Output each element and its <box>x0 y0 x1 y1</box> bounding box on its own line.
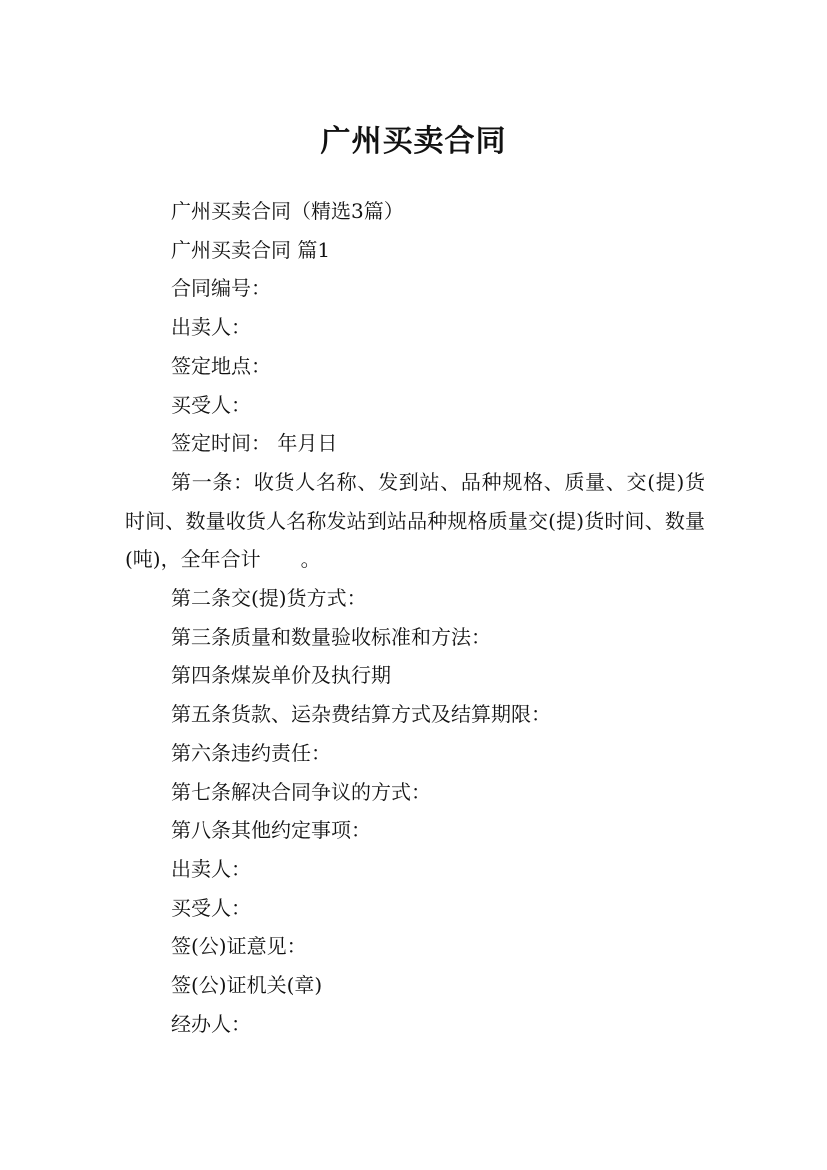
paragraph-article-1: 第一条：收货人名称、发到站、品种规格、质量、交(提)货时间、数量收货人名称发站到站品种规格质量交(提)货时间、数量(吨)，全年合计 。 <box>125 469 705 572</box>
paragraph-article-7: 第七条解决合同争议的方式： <box>171 779 431 804</box>
document-body <box>125 192 705 1043</box>
paragraph-article-5: 第五条货款、运杂费结算方式及结算期限： <box>171 702 551 727</box>
paragraph-buyer: 买受人： <box>171 392 251 417</box>
paragraph-buyer-signature: 买受人： <box>171 895 251 920</box>
paragraph-signing-date: 签定时间： 年月日 <box>171 431 338 456</box>
paragraph-notary-opinion: 签(公)证意见： <box>171 934 307 959</box>
paragraph-notary-office-seal: 签(公)证机关(章) <box>171 973 323 998</box>
paragraph-article-8: 第八条其他约定事项： <box>171 818 371 843</box>
paragraph-article-3: 第三条质量和数量验收标准和方法： <box>171 624 491 649</box>
paragraph-signing-place: 签定地点： <box>171 353 271 378</box>
document-title: 广州买卖合同 <box>320 124 507 160</box>
paragraph-article-4: 第四条煤炭单价及执行期 <box>171 663 391 688</box>
paragraph-handler: 经办人： <box>171 1011 251 1036</box>
paragraph-subtitle: 广州买卖合同（精选3篇） <box>171 199 404 223</box>
paragraph-seller: 出卖人： <box>171 315 251 340</box>
paragraph-seller-signature: 出卖人： <box>171 856 251 881</box>
paragraph-section-heading: 广州买卖合同 篇1 <box>171 237 331 262</box>
paragraph-contract-number: 合同编号： <box>171 276 271 301</box>
paragraph-article-6: 第六条违约责任： <box>171 740 331 765</box>
paragraph-article-2: 第二条交(提)货方式： <box>171 586 367 611</box>
